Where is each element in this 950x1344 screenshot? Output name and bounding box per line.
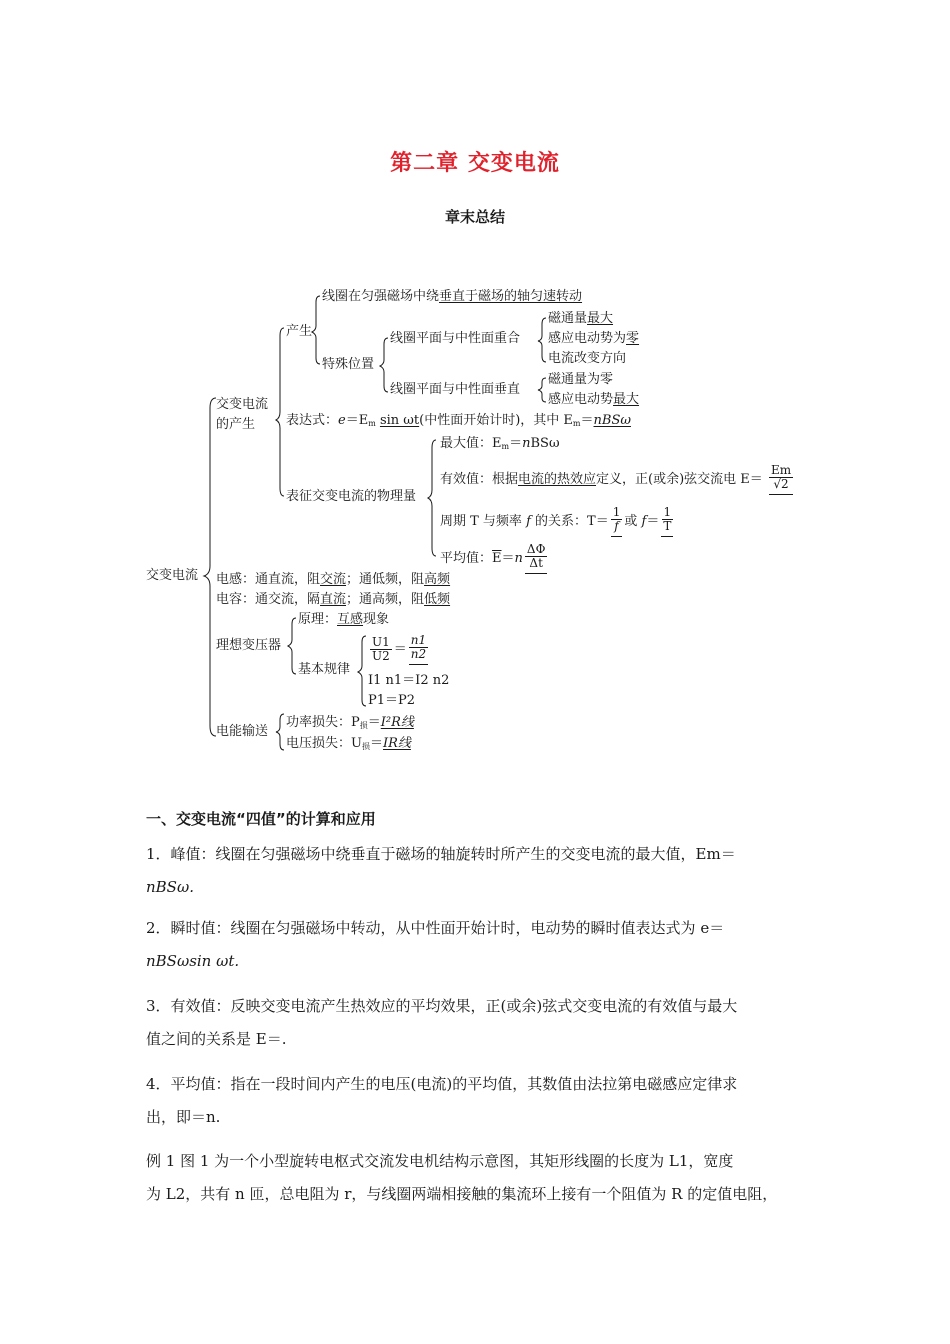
rule-current: I1 n1＝I2 n2 [368, 673, 450, 688]
node-pos2: 线圈平面与中性面垂直 [390, 382, 521, 397]
node-principle: 原理：互感现象 [298, 612, 390, 627]
node-effective-value: 有效值：根据电流的热效应定义，正(或余)弦交流电 E＝ $\frac{Em}{√2}$ [440, 464, 795, 495]
node-inductor: 电感：通直流，阻交流；通低频，阻高频 [216, 572, 451, 587]
effective-fraction: $\frac{Em}{√2}$ [769, 464, 793, 495]
paragraph-line: 例 1 图 1 为一个小型旋转电枢式交流发电机结构示意图，其矩形线圈的长度为 L1，宽度 [146, 1152, 734, 1170]
node-generation-line2: 的产生 [216, 417, 256, 432]
paragraph-line: 4．平均值：指在一段时间内产生的电压(电流)的平均值，其数值由法拉第电磁感应定律求 [146, 1075, 738, 1093]
node-pos2-b: 感应电动势最大 [548, 392, 640, 407]
node-pos1: 线圈平面与中性面重合 [390, 331, 521, 346]
paragraph-line: 2．瞬时值：线圈在匀强磁场中转动，从中性面开始计时，电动势的瞬时值表达式为 e＝ [146, 919, 725, 937]
paragraph-instant [146, 912, 808, 978]
example-1 [146, 1145, 808, 1211]
section-heading: 一、交变电流“四值”的计算和应用 [146, 810, 376, 828]
node-expression: 表达式：$e=E_m$ sin ωt(中性面开始计时)，其中 $E_m=nBS\omega$ [286, 413, 631, 428]
node-generation-line1: 交变电流 [216, 397, 269, 412]
rule-voltage-ratio: $\frac{U1}{U2}$ ＝ $\frac{n1}{n2}$ [368, 634, 430, 665]
node-capacitor: 电容：通交流，隔直流；通高频，阻低频 [216, 592, 451, 607]
node-power-transmission: 电能输送 [216, 724, 269, 739]
node-period: 周期 T 与频率 f 的关系：T＝ $\frac{1}{f}$ 或 f＝ $\frac{1}{T}$ [440, 506, 675, 537]
node-physical-quantities: 表征交变电流的物理量 [286, 489, 417, 504]
chapter-subtitle: 章末总结 [444, 208, 505, 226]
paragraph-average [146, 1068, 808, 1134]
paragraph-line: 1．峰值：线圈在匀强磁场中绕垂直于磁场的轴旋转时所产生的交变电流的最大值，Em＝ [146, 845, 736, 863]
node-pos1-c: 电流改变方向 [548, 351, 627, 366]
paragraph-line: 为 L2，共有 n 匝，总电阻为 r，与线圈两端相接触的集流环上接有一个阻值为 R 的定值电阻， [146, 1185, 778, 1203]
node-pos2-a: 磁通量为零 [548, 372, 614, 387]
paragraph-effective [146, 990, 808, 1056]
paragraph-peak [146, 838, 808, 904]
rule-power: P1＝P2 [368, 693, 416, 708]
node-rotation: 线圈在匀强磁场中绕垂直于磁场的轴匀速转动 [322, 289, 583, 304]
node-basic-rule: 基本规律 [298, 662, 351, 677]
node-pos1-b: 感应电动势为零 [548, 331, 640, 346]
node-voltage-loss: 电压损失：$U_损=IR$线 [286, 736, 411, 751]
node-max-value: 最大值：$E_m=nBS\omega$ [440, 436, 560, 451]
node-chansheng: 产生 [286, 324, 313, 339]
node-power-loss: 功率损失：$P_损=I^2R$线 [286, 715, 414, 730]
node-teshu: 特殊位置 [322, 357, 375, 372]
paragraph-line: nBSωsin ωt. [146, 952, 240, 970]
node-pos1-a: 磁通量最大 [548, 311, 614, 326]
paragraph-line: nBSω. [146, 878, 194, 896]
paragraph-line: 出，即＝n. [146, 1108, 221, 1126]
node-transformer: 理想变压器 [216, 638, 282, 653]
paragraph-line: 值之间的关系是 E＝. [146, 1030, 287, 1048]
chapter-title: 第二章 交变电流 [390, 151, 560, 176]
node-average: 平均值：$\overline{E}=n$ $\frac{\Delta\Phi}{\Delta t}$ [440, 543, 549, 574]
mindmap-root: 交变电流 [146, 568, 199, 583]
paragraph-line: 3．有效值：反映交变电流产生热效应的平均效果，正(或余)弦式交变电流的有效值与最大 [146, 997, 738, 1015]
